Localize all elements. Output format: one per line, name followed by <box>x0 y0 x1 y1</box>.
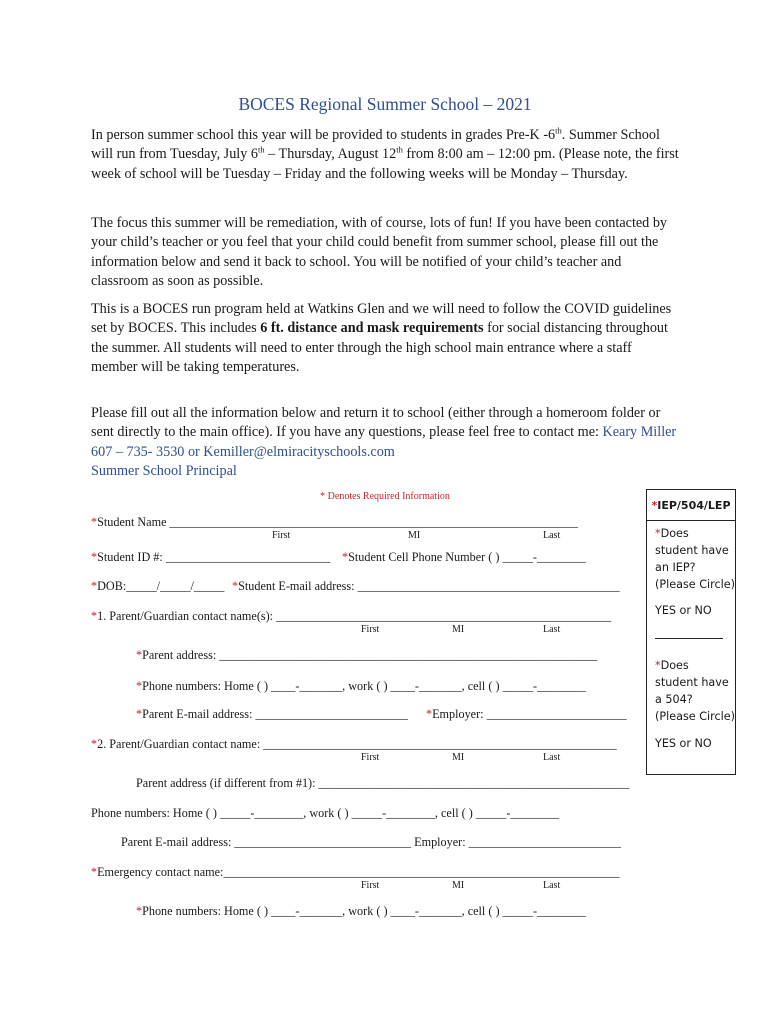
intro-text: In person summer school this year will be provided to students in grades Pre-K -6 <box>91 127 556 143</box>
focus-text: The focus this summer will be remediation, with of course, lots of fun! If you have been contacted by your child’s teacher or you feel that your child could benefit from summer school, please fill out the information below and send it back to school. You will be notified of your child’s teacher and classroom as soon as possible. <box>91 215 668 289</box>
parent2-address-field[interactable]: Parent address (if different from #1): ___________________________________________________ <box>136 776 630 790</box>
covid-text: for social distancing throughout the summer. All students will need to enter through the high school main entrance where a staff member will be taking temperatures. <box>91 320 668 375</box>
intro-paragraph-covid <box>91 300 681 377</box>
parent-email-field[interactable]: *Parent E-mail address: _________________________ <box>136 707 408 721</box>
emergency-contact-field[interactable]: *Emergency contact name:_________________________________________________________________ <box>91 865 620 879</box>
required-asterisk: * <box>136 679 143 693</box>
superscript: th <box>555 125 562 136</box>
parent2-phones-field[interactable]: Phone numbers: Home ( ) _____-________, work ( ) _____-________, cell ( ) _____-________ <box>91 806 560 820</box>
iep-504-lep-box <box>646 489 736 775</box>
required-asterisk: * <box>651 498 658 512</box>
first-label: First <box>361 624 380 635</box>
mi-label: MI <box>452 880 465 891</box>
required-asterisk: * <box>91 609 98 623</box>
mi-label: MI <box>452 624 465 635</box>
required-note: * Denotes Required Information <box>320 491 450 502</box>
employer-field[interactable]: *Employer: _______________________ <box>426 707 627 721</box>
required-asterisk: * <box>426 707 433 721</box>
first-label: First <box>361 880 380 891</box>
iep-box-header: * IEP/504/LEP <box>647 490 735 521</box>
required-asterisk: * <box>136 707 143 721</box>
student-id-field[interactable]: *Student ID #: ___________________________ <box>91 550 331 564</box>
intro-text: from 8:00 am – 12:00 pm. (Please note, the first week of school will be Tuesday – Friday and the following weeks will be Monday – Thursday. <box>91 146 679 182</box>
last-label: Last <box>543 752 561 763</box>
required-asterisk: * <box>91 579 98 593</box>
last-label: Last <box>543 624 561 635</box>
required-asterisk: * <box>136 648 143 662</box>
iep-yes-no-choice[interactable]: YES or NO <box>655 604 712 617</box>
superscript: th <box>396 144 403 155</box>
first-label: First <box>272 530 291 541</box>
dob-field[interactable]: *DOB:_____/_____/_____ <box>91 579 225 593</box>
divider <box>655 638 723 639</box>
contact-link[interactable]: Keary Miller 607 – 735- 3530 or Kemiller@elmiracityschools.com <box>91 424 677 460</box>
parent-address-field[interactable]: *Parent address: ______________________________________________________________ <box>136 648 598 662</box>
student-phone-field[interactable]: *Student Cell Phone Number ( ) _____-________ <box>342 550 586 564</box>
required-asterisk: * <box>91 515 98 529</box>
parent2-name-field[interactable]: *2. Parent/Guardian contact name: __________________________________________________________ <box>91 737 617 751</box>
required-asterisk: * <box>91 550 98 564</box>
intro-paragraph-focus <box>91 214 681 291</box>
504-yes-no-choice[interactable]: YES or NO <box>655 737 712 750</box>
superscript: th <box>257 144 265 155</box>
student-email-field[interactable]: *Student E-mail address: ___________________________________________ <box>232 579 620 593</box>
first-label: First <box>361 752 380 763</box>
iep-question: *Does student have an IEP? (Please Circle) <box>655 527 736 591</box>
required-asterisk: * <box>136 904 143 918</box>
required-asterisk: * <box>655 659 661 672</box>
student-name-field[interactable]: *Student Name ___________________________________________________________________ <box>91 515 578 529</box>
required-asterisk: * <box>655 527 661 540</box>
last-label: Last <box>543 530 561 541</box>
required-asterisk: * <box>342 550 349 564</box>
last-label: Last <box>543 880 561 891</box>
required-asterisk: * <box>91 737 98 751</box>
principal-title: Summer School Principal <box>91 462 237 479</box>
intro-text: . Summer School will run from Tuesday, July 6 <box>91 127 660 163</box>
covid-text: This is a BOCES run program held at Watkins Glen and we will need to follow the COVID guidelines set by BOCES. This includes <box>91 301 672 337</box>
parent2-email-employer-field[interactable]: Parent E-mail address: _____________________________ Employer: _________________________ <box>121 835 621 849</box>
contact-text: Please fill out all the information below and return it to school (either through a homeroom folder or sent directly to the main office). If you have any questions, please feel free to contact me: <box>91 405 661 441</box>
intro-paragraph-contact <box>91 404 681 481</box>
covid-bold-text: 6 ft. distance and mask requirements <box>260 320 484 337</box>
intro-paragraph-schedule <box>91 126 681 184</box>
parent1-name-field[interactable]: *1. Parent/Guardian contact name(s): _______________________________________________________ <box>91 609 612 623</box>
504-question: *Does student have a 504? (Please Circle) <box>655 659 736 723</box>
emergency-phones-field[interactable]: *Phone numbers: Home ( ) ____-_______, work ( ) ____-_______, cell ( ) _____-________ <box>136 904 586 918</box>
intro-text: – Thursday, August 12 <box>264 146 397 163</box>
required-asterisk: * <box>232 579 239 593</box>
parent1-phones-field[interactable]: *Phone numbers: Home ( ) ____-_______, work ( ) ____-_______, cell ( ) _____-________ <box>136 679 586 693</box>
mi-label: MI <box>408 530 421 541</box>
required-asterisk: * <box>91 865 98 879</box>
mi-label: MI <box>452 752 465 763</box>
page-title: BOCES Regional Summer School – 2021 <box>238 94 532 114</box>
